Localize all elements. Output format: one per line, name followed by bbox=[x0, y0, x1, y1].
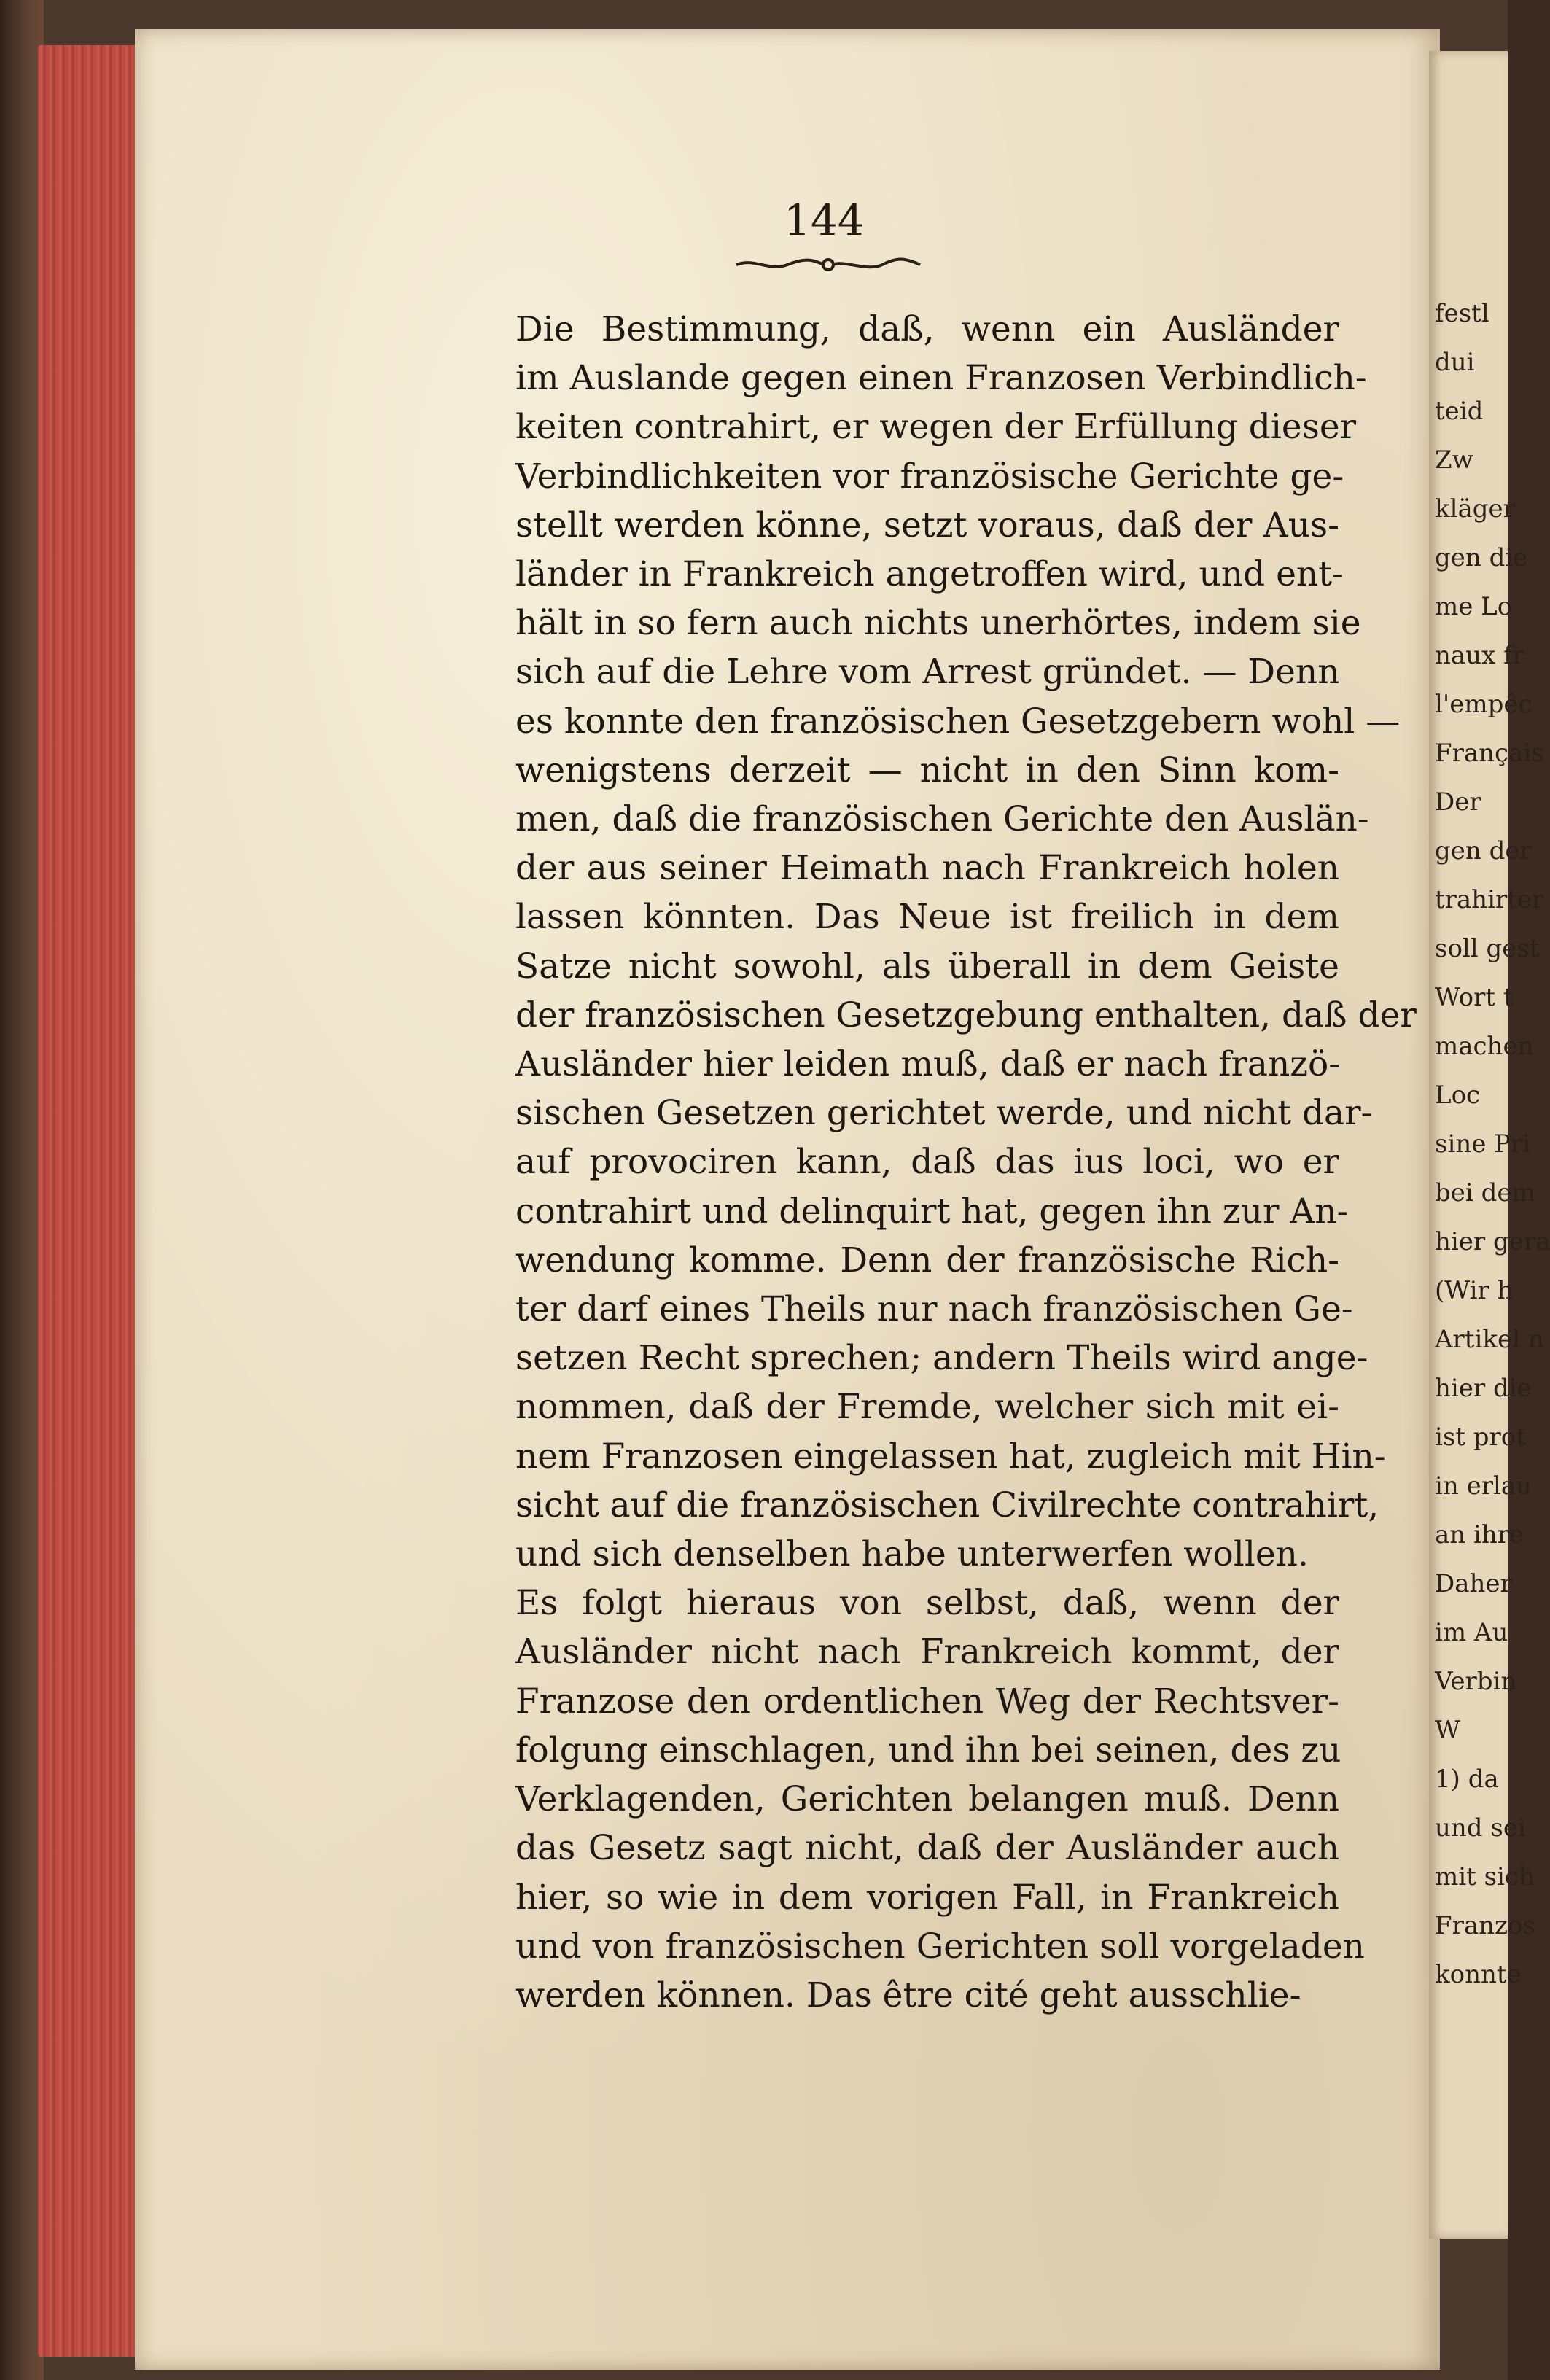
text-line: hält in so fern auch nichts unerhörtes, indem sie bbox=[515, 603, 1361, 644]
facing-page-fragment: (Wir h bbox=[1435, 1276, 1514, 1305]
facing-page-fragment: Wort t bbox=[1435, 983, 1514, 1012]
facing-page-fragment: gen der bbox=[1435, 836, 1532, 866]
facing-page-fragment: Artikel n bbox=[1435, 1325, 1544, 1354]
text-line: hier, so wie in dem vorigen Fall, in Frankreich bbox=[515, 1877, 1339, 1918]
facing-page-fragment: 1) da bbox=[1435, 1765, 1499, 1794]
facing-page-fragment: dui bbox=[1435, 348, 1475, 377]
text-line: keiten contrahirt, er wegen der Erfüllung dieser bbox=[515, 407, 1357, 448]
text-line: men, daß die französischen Gerichte den Auslän- bbox=[515, 799, 1369, 840]
facing-page-fragment: me Lo bbox=[1435, 592, 1513, 621]
facing-page-fragment: naux fr bbox=[1435, 641, 1524, 670]
facing-page-fragment: Français bbox=[1435, 739, 1544, 768]
red-page-edges bbox=[38, 45, 140, 2357]
text-line: werden können. Das être cité geht ausschlie- bbox=[515, 1975, 1301, 2015]
facing-page-fragment: machen bbox=[1435, 1032, 1534, 1061]
book-binding-edge bbox=[0, 0, 44, 2380]
text-line: setzen Recht sprechen; andern Theils wird ange- bbox=[515, 1338, 1368, 1379]
text-line: folgung einschlagen, und ihn bei seinen, des zu bbox=[515, 1730, 1341, 1770]
text-line: Verbindlichkeiten vor französische Gerichte ge- bbox=[515, 456, 1344, 497]
text-line: nem Franzosen eingelassen hat, zugleich mit Hin- bbox=[515, 1436, 1386, 1477]
text-line: Ausländer hier leiden muß, daß er nach franzö- bbox=[515, 1044, 1341, 1085]
facing-page-fragment: trahirter bbox=[1435, 885, 1544, 914]
text-line: der französischen Gesetzgebung enthalten, daß der bbox=[515, 995, 1417, 1035]
text-line: Die Bestimmung, daß, wenn ein Ausländer bbox=[515, 309, 1339, 349]
text-line: das Gesetz sagt nicht, daß der Ausländer auch bbox=[515, 1828, 1339, 1869]
facing-page-fragment: hier gera bbox=[1435, 1227, 1550, 1256]
facing-page-fragment: im Au bbox=[1435, 1618, 1508, 1647]
text-line: ter darf eines Theils nur nach französischen Ge- bbox=[515, 1289, 1353, 1330]
text-line: lassen könnten. Das Neue ist freilich in dem bbox=[515, 897, 1339, 938]
facing-page-fragment: l'empêc bbox=[1435, 690, 1533, 719]
facing-page-fragment: W bbox=[1435, 1716, 1460, 1745]
text-line: auf provociren kann, daß das ius loci, wo er bbox=[515, 1142, 1339, 1183]
paragraph bbox=[457, 305, 1417, 1579]
facing-page-fragment: hier die bbox=[1435, 1374, 1532, 1403]
text-line: wendung komme. Denn der französische Rich- bbox=[515, 1240, 1339, 1280]
facing-page-fragment: ist prot bbox=[1435, 1423, 1526, 1452]
facing-page-fragment: Zw bbox=[1435, 446, 1473, 475]
text-line: Satze nicht sowohl, als überall in dem Geiste bbox=[515, 946, 1339, 987]
text-line: sich auf die Lehre vom Arrest gründet. — Denn bbox=[515, 652, 1340, 693]
text-line: Es folgt hieraus von selbst, daß, wenn der bbox=[515, 1583, 1339, 1624]
facing-page-fragment: Daher bbox=[1435, 1569, 1512, 1598]
text-line: wenigstens derzeit — nicht in den Sinn kom- bbox=[515, 750, 1339, 790]
facing-page-fragment: sine Pri bbox=[1435, 1129, 1531, 1159]
text-line: und von französischen Gerichten soll vorgeladen bbox=[515, 1926, 1365, 1967]
text-line: und sich denselben habe unterwerfen wollen. bbox=[515, 1534, 1309, 1575]
facing-page-fragment: Franzos bbox=[1435, 1911, 1535, 1940]
facing-page-fragment: gen die bbox=[1435, 543, 1528, 572]
text-line: der aus seiner Heimath nach Frankreich holen bbox=[515, 848, 1339, 889]
paragraph bbox=[457, 1579, 1365, 2020]
facing-page-edge bbox=[1429, 51, 1550, 2239]
facing-page-fragment: bei dem bbox=[1435, 1178, 1535, 1208]
text-line: länder in Frankreich angetroffen wird, und ent- bbox=[515, 554, 1344, 595]
text-line: Ausländer nicht nach Frankreich kommt, der bbox=[515, 1632, 1339, 1673]
ornament-divider bbox=[733, 254, 924, 276]
text-line: nommen, daß der Fremde, welcher sich mit ei- bbox=[515, 1387, 1339, 1428]
facing-page-fragment: kläger bbox=[1435, 494, 1515, 524]
facing-page-fragment: an ihre bbox=[1435, 1520, 1524, 1549]
facing-page-fragment: Loc bbox=[1435, 1081, 1481, 1110]
facing-page-fragment: und sei bbox=[1435, 1813, 1526, 1843]
text-line: es konnte den französischen Gesetzgebern wohl — bbox=[515, 701, 1401, 742]
text-line: contrahirt und delinquirt hat, gegen ihn zur An- bbox=[515, 1191, 1349, 1232]
facing-page-fragment: in erlau bbox=[1435, 1471, 1532, 1501]
text-line: im Auslande gegen einen Franzosen Verbindlich- bbox=[515, 358, 1367, 399]
facing-page-fragment: Der bbox=[1435, 788, 1481, 817]
text-line: Franzose den ordentlichen Weg der Rechtsver- bbox=[515, 1681, 1339, 1722]
text-line: stellt werden könne, setzt voraus, daß der Aus- bbox=[515, 505, 1339, 545]
facing-page-fragment: Verbin bbox=[1435, 1667, 1517, 1696]
facing-page-fragment: soll gest bbox=[1435, 934, 1540, 963]
text-line: sischen Gesetzen gerichtet werde, und nicht dar- bbox=[515, 1093, 1373, 1134]
facing-page-fragment: konnte bbox=[1435, 1960, 1522, 1989]
body-text bbox=[457, 305, 1417, 2020]
facing-page-fragment: teid bbox=[1435, 397, 1484, 426]
text-line: sicht auf die französischen Civilrechte contrahirt, bbox=[515, 1485, 1379, 1525]
facing-page-fragment: mit sich bbox=[1435, 1862, 1535, 1891]
text-line: Verklagenden, Gerichten belangen muß. Denn bbox=[515, 1779, 1339, 1820]
page-number: 144 bbox=[784, 195, 865, 245]
facing-page-fragment: festl bbox=[1435, 299, 1489, 328]
